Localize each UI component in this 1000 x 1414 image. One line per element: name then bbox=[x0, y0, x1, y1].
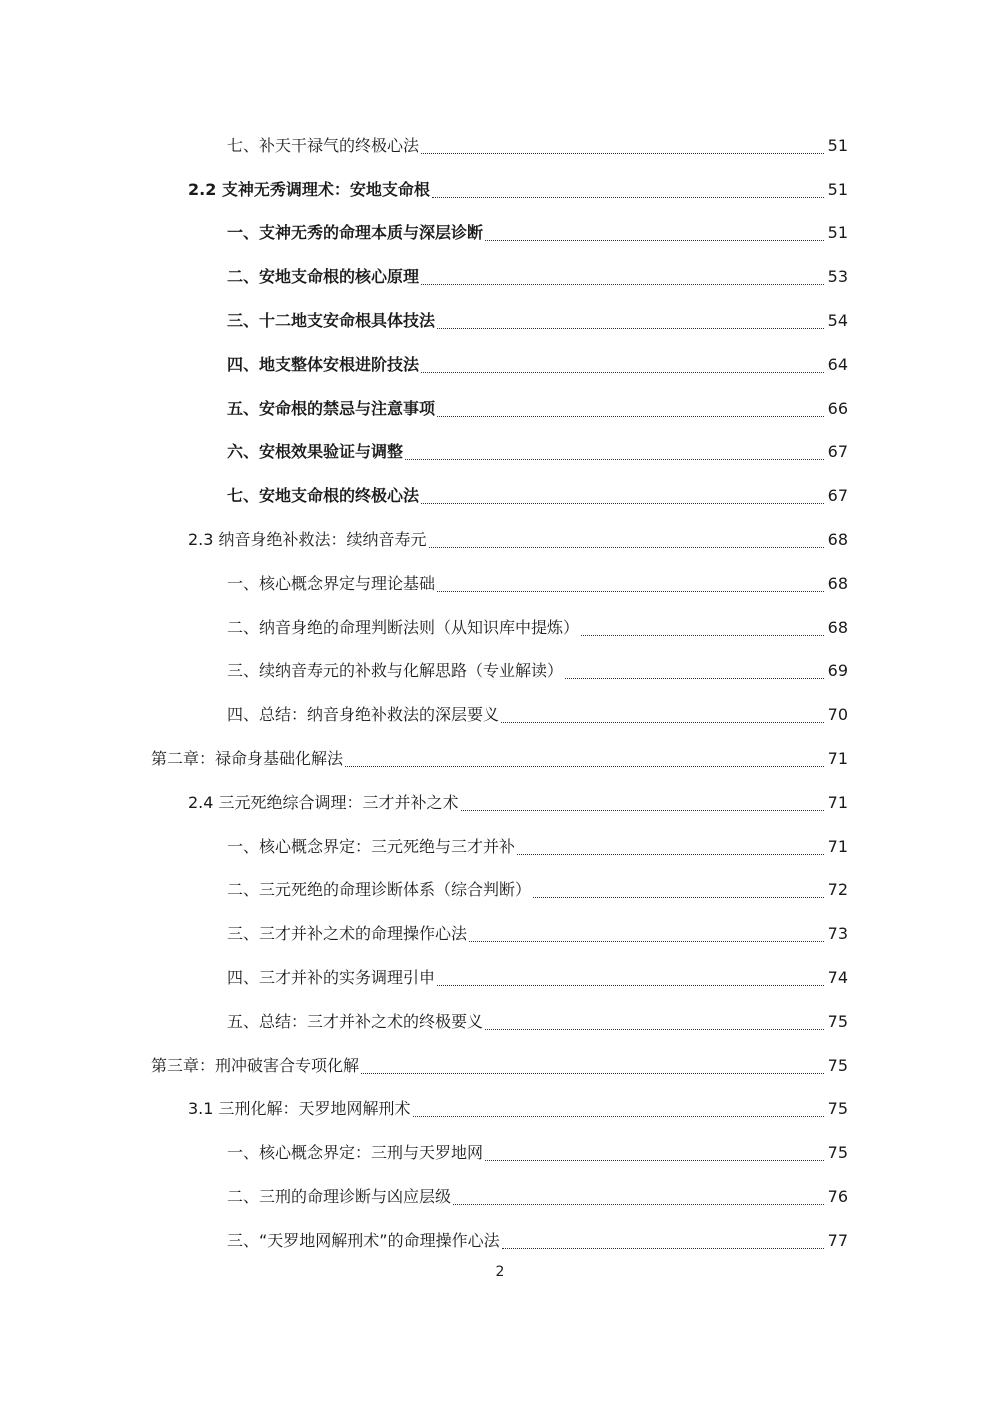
toc-entry-title: 2.4 三元死绝综合调理：三才并补之术 bbox=[188, 792, 459, 812]
toc-entry-title: 二、三元死绝的命理诊断体系（综合判断） bbox=[227, 880, 532, 900]
toc-dot-leader bbox=[405, 459, 824, 460]
toc-entry-page: 71 bbox=[827, 836, 848, 856]
toc-entry[interactable] bbox=[0, 552, 1000, 596]
toc-entry-title: 一、核心概念界定与理论基础 bbox=[227, 573, 436, 593]
toc-entry[interactable] bbox=[0, 1165, 1000, 1209]
toc-dot-leader bbox=[437, 591, 824, 592]
toc-entry-title: 第三章：刑冲破害合专项化解 bbox=[151, 1055, 360, 1075]
toc-entry[interactable] bbox=[0, 727, 1000, 771]
toc-dot-leader bbox=[361, 1073, 824, 1074]
toc-entry-title: 六、安根效果验证与调整 bbox=[227, 442, 404, 462]
toc-entry-page: 68 bbox=[827, 529, 848, 549]
toc-dot-leader bbox=[581, 635, 824, 636]
toc-entry[interactable] bbox=[0, 946, 1000, 990]
toc-dot-leader bbox=[421, 372, 824, 373]
toc-entry-title: 二、纳音身绝的命理判断法则（从知识库中提炼） bbox=[227, 617, 580, 637]
toc-entry-page: 51 bbox=[827, 135, 848, 155]
toc-dot-leader bbox=[437, 416, 824, 417]
toc-dot-leader bbox=[413, 1116, 824, 1117]
toc-dot-leader bbox=[432, 197, 824, 198]
toc-entry-title: 七、安地支命根的终极心法 bbox=[227, 486, 420, 506]
toc-entry-page: 66 bbox=[827, 398, 848, 418]
toc-entry-title: 三、续纳音寿元的补救与化解思路（专业解读） bbox=[227, 661, 564, 681]
toc-dot-leader bbox=[421, 153, 824, 154]
toc-entry-title: 四、三才并补的实务调理引申 bbox=[227, 967, 436, 987]
toc-entry-title: 三、“天罗地网解刑术”的命理操作心法 bbox=[227, 1230, 500, 1250]
toc-entry[interactable] bbox=[0, 333, 1000, 377]
page-number: 2 bbox=[495, 1264, 505, 1280]
toc-entry[interactable] bbox=[0, 683, 1000, 727]
toc-entry-page: 70 bbox=[827, 705, 848, 725]
toc-entry-page: 75 bbox=[827, 1099, 848, 1119]
toc-dot-leader bbox=[461, 810, 824, 811]
toc-dot-leader bbox=[437, 328, 824, 329]
toc-dot-leader bbox=[533, 897, 824, 898]
toc-entry-page: 75 bbox=[827, 1055, 848, 1075]
toc-entry[interactable] bbox=[0, 464, 1000, 508]
toc-entry[interactable] bbox=[0, 377, 1000, 421]
toc-entry[interactable] bbox=[0, 158, 1000, 202]
toc-entry-title: 二、三刑的命理诊断与凶应层级 bbox=[227, 1186, 452, 1206]
toc-entry-page: 64 bbox=[827, 354, 848, 374]
toc-entry-page: 72 bbox=[827, 880, 848, 900]
toc-entry[interactable] bbox=[0, 421, 1000, 465]
toc-entry-title: 2.2 支神无秀调理术：安地支命根 bbox=[188, 179, 430, 199]
toc-dot-leader bbox=[421, 503, 824, 504]
toc-entry[interactable] bbox=[0, 990, 1000, 1034]
toc-entry[interactable] bbox=[0, 114, 1000, 158]
toc-dot-leader bbox=[469, 941, 824, 942]
toc-entry-page: 74 bbox=[827, 967, 848, 987]
toc-entry-title: 一、核心概念界定：三元死绝与三才并补 bbox=[227, 836, 516, 856]
toc-entry[interactable] bbox=[0, 640, 1000, 684]
toc-entry-page: 73 bbox=[827, 924, 848, 944]
toc-entry[interactable] bbox=[0, 1121, 1000, 1165]
toc-entry-page: 54 bbox=[827, 310, 848, 330]
toc-entry-title: 3.1 三刑化解：天罗地网解刑术 bbox=[188, 1099, 411, 1119]
toc-entry-page: 53 bbox=[827, 267, 848, 287]
toc-entry-page: 51 bbox=[827, 179, 848, 199]
toc-dot-leader bbox=[421, 284, 824, 285]
toc-entry-page: 68 bbox=[827, 573, 848, 593]
toc-entry-page: 71 bbox=[827, 748, 848, 768]
toc-entry-title: 三、十二地支安命根具体技法 bbox=[227, 310, 436, 330]
toc-entry-title: 二、安地支命根的核心原理 bbox=[227, 267, 420, 287]
toc-entry[interactable] bbox=[0, 1078, 1000, 1122]
toc-entry-title: 三、三才并补之术的命理操作心法 bbox=[227, 924, 468, 944]
toc-entry[interactable] bbox=[0, 815, 1000, 859]
toc-dot-leader bbox=[429, 547, 824, 548]
toc-dot-leader bbox=[517, 854, 824, 855]
toc-entry-page: 67 bbox=[827, 442, 848, 462]
toc-entry-title: 一、支神无秀的命理本质与深层诊断 bbox=[227, 223, 484, 243]
toc-entry-title: 2.3 纳音身绝补救法：续纳音寿元 bbox=[188, 529, 427, 549]
toc-entry-title: 四、总结：纳音身绝补救法的深层要义 bbox=[227, 705, 500, 725]
toc-entry-page: 75 bbox=[827, 1011, 848, 1031]
toc-dot-leader bbox=[485, 240, 824, 241]
toc-entry[interactable] bbox=[0, 596, 1000, 640]
toc-entry[interactable] bbox=[0, 902, 1000, 946]
toc-entry-page: 75 bbox=[827, 1143, 848, 1163]
toc-entry-page: 69 bbox=[827, 661, 848, 681]
toc-dot-leader bbox=[502, 1248, 824, 1249]
toc-dot-leader bbox=[345, 766, 824, 767]
toc-entry-title: 一、核心概念界定：三刑与天罗地网 bbox=[227, 1143, 484, 1163]
toc-entry-title: 第二章：禄命身基础化解法 bbox=[151, 748, 344, 768]
toc-entry[interactable] bbox=[0, 1209, 1000, 1253]
toc-entry-page: 77 bbox=[827, 1230, 848, 1250]
toc-entry-page: 51 bbox=[827, 223, 848, 243]
toc-entry-page: 68 bbox=[827, 617, 848, 637]
toc-entry-page: 71 bbox=[827, 792, 848, 812]
toc-entry-title: 五、总结：三才并补之术的终极要义 bbox=[227, 1011, 484, 1031]
toc-entry[interactable] bbox=[0, 771, 1000, 815]
toc-dot-leader bbox=[437, 985, 824, 986]
toc-dot-leader bbox=[501, 722, 824, 723]
table-of-contents bbox=[0, 114, 1000, 1253]
toc-dot-leader bbox=[565, 678, 824, 679]
toc-dot-leader bbox=[485, 1029, 824, 1030]
toc-dot-leader bbox=[485, 1160, 824, 1161]
toc-entry-title: 七、补天干禄气的终极心法 bbox=[227, 135, 420, 155]
toc-entry-title: 五、安命根的禁忌与注意事项 bbox=[227, 398, 436, 418]
toc-entry[interactable] bbox=[0, 202, 1000, 246]
toc-entry[interactable] bbox=[0, 859, 1000, 903]
toc-entry[interactable] bbox=[0, 1034, 1000, 1078]
toc-entry[interactable] bbox=[0, 508, 1000, 552]
toc-entry-page: 67 bbox=[827, 486, 848, 506]
toc-dot-leader bbox=[453, 1204, 824, 1205]
toc-entry[interactable] bbox=[0, 245, 1000, 289]
toc-entry-title: 四、地支整体安根进阶技法 bbox=[227, 354, 420, 374]
toc-entry[interactable] bbox=[0, 289, 1000, 333]
toc-entry-page: 76 bbox=[827, 1186, 848, 1206]
